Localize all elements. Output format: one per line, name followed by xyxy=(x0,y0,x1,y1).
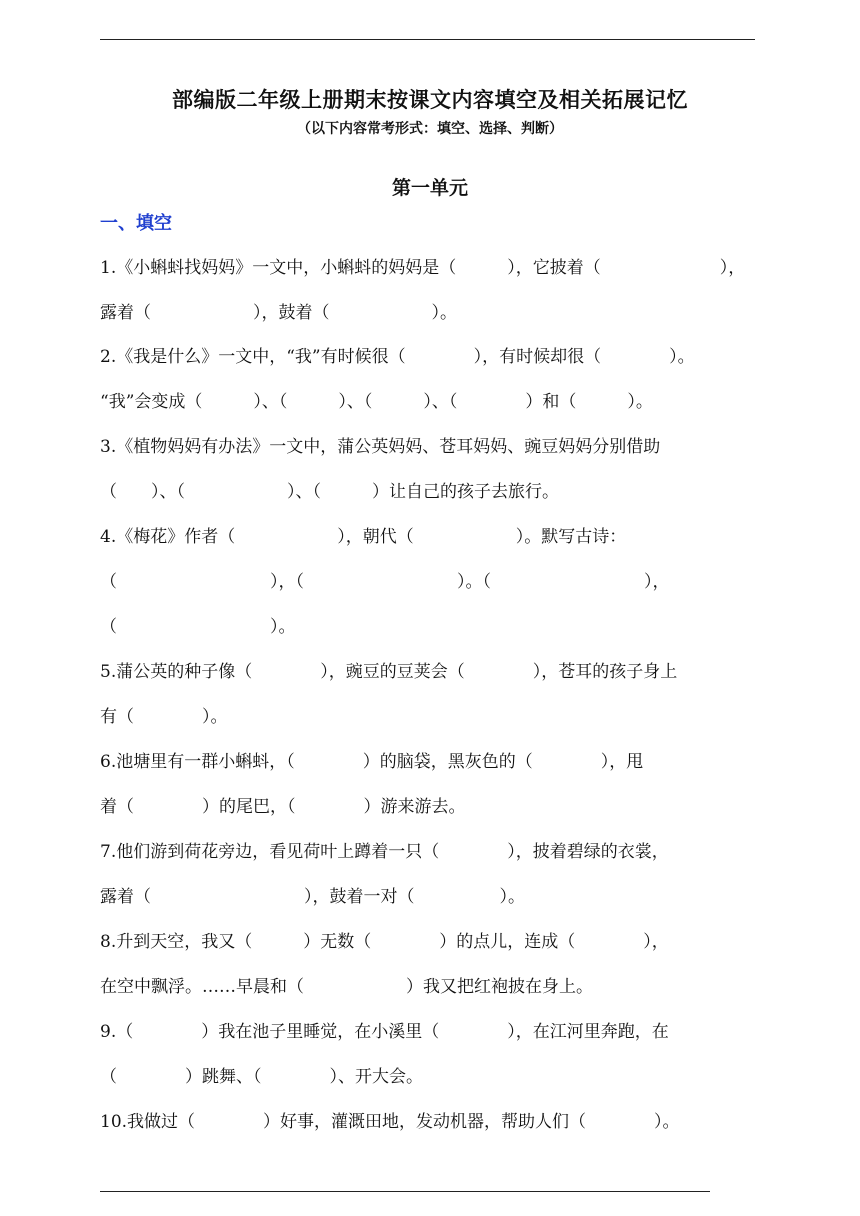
question-line: 5.蒲公英的种子像（ ），豌豆的豆荚会（ ），苍耳的孩子身上 xyxy=(100,662,678,682)
question-line: 4.《梅花》作者（ ），朝代（ ）。默写古诗： xyxy=(100,527,627,547)
question-line: 7.他们游到荷花旁边，看见荷叶上蹲着一只（ ），披着碧绿的衣裳， xyxy=(100,842,669,862)
question-line: 露着（ ），鼓着（ ）。 xyxy=(100,303,457,323)
question-line: （ ），（ ）。（ ）， xyxy=(100,572,670,592)
unit-heading: 第一单元 xyxy=(391,177,468,199)
question-line: 8.升到天空，我又（ ）无数（ ）的点儿，连成（ ）， xyxy=(100,932,669,952)
question-line: 有（ ）。 xyxy=(100,707,228,727)
question-line: 10.我做过（ ）好事，灌溉田地，发动机器，帮助人们（ ）。 xyxy=(100,1112,680,1132)
question-line: （ ）跳舞、（ ）、开大会。 xyxy=(100,1067,423,1087)
question-line: 着（ ）的尾巴，（ ）游来游去。 xyxy=(100,797,466,817)
question-line: 3.《植物妈妈有办法》一文中，蒲公英妈妈、苍耳妈妈、豌豆妈妈分别借助 xyxy=(100,437,661,457)
question-line: 露着（ ），鼓着一对（ ）。 xyxy=(100,887,525,907)
question-line: （ ）。 xyxy=(100,617,296,637)
document-title: 部编版二年级上册期末按课文内容填空及相关拓展记忆 xyxy=(172,88,688,112)
question-line: 2.《我是什么》一文中，“我”有时候很（ ），有时候却很（ ）。 xyxy=(100,347,695,367)
question-line: 6.池塘里有一群小蝌蚪，（ ）的脑袋，黑灰色的（ ），甩 xyxy=(100,752,644,772)
document-subtitle: （以下内容常考形式：填空、选择、判断） xyxy=(297,121,563,137)
section-heading: 一、填空 xyxy=(100,213,172,234)
question-line: （ ）、（ ）、（ ）让自己的孩子去旅行。 xyxy=(100,482,559,502)
question-line: “我”会变成（ ）、（ ）、（ ）、（ ）和（ ）。 xyxy=(100,392,653,412)
question-line: 1.《小蝌蚪找妈妈》一文中，小蝌蚪的妈妈是（ ），它披着（ ）， xyxy=(100,258,746,278)
question-line: 9.（ ）我在池子里睡觉，在小溪里（ ），在江河里奔跑，在 xyxy=(100,1022,669,1042)
header-rule xyxy=(100,39,755,40)
footer-rule xyxy=(100,1191,710,1192)
question-line: 在空中飘浮。……早晨和（ ）我又把红袍披在身上。 xyxy=(100,977,593,997)
